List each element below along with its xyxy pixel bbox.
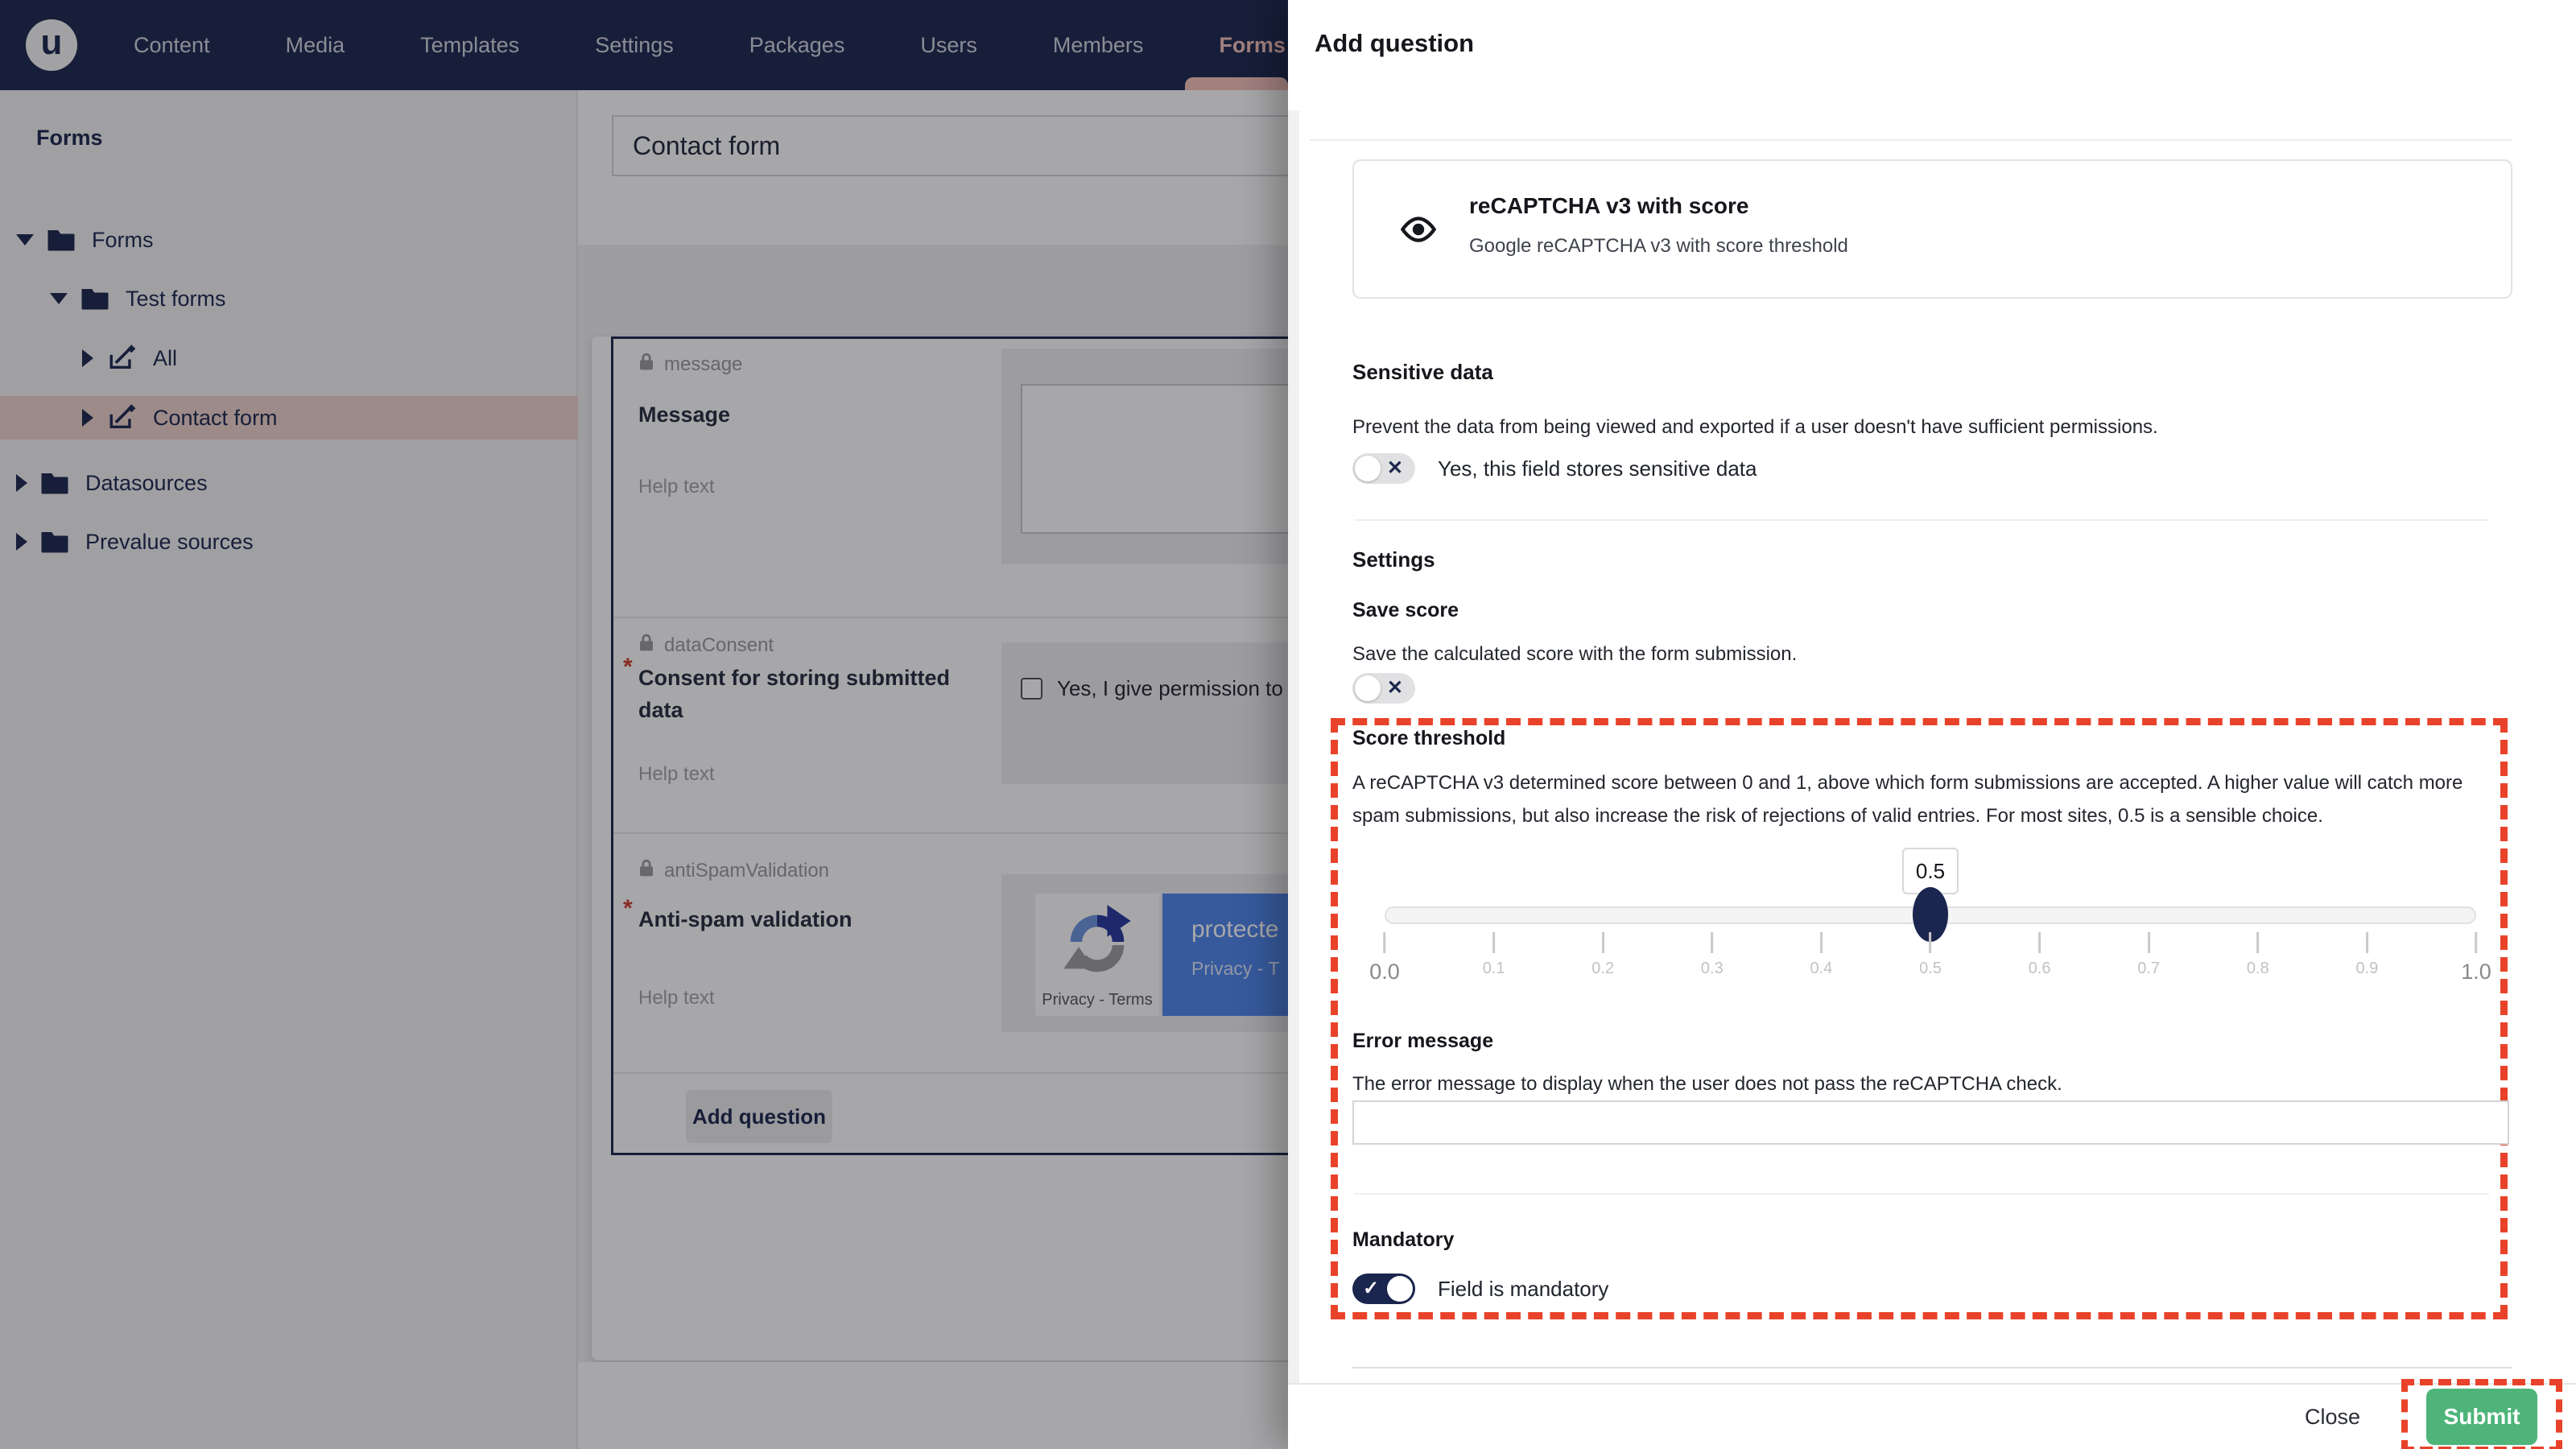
tick-label: 0.7 bbox=[2137, 960, 2161, 977]
required-asterisk: * bbox=[623, 654, 633, 680]
sensitive-data-toggle[interactable] bbox=[1352, 453, 1415, 484]
tree-item-label: Contact form bbox=[153, 405, 278, 430]
recaptcha-privacy-short: Privacy - T bbox=[1191, 958, 1280, 979]
submit-button[interactable]: Submit bbox=[2426, 1389, 2537, 1445]
tick-label: 0.0 bbox=[1369, 960, 1400, 984]
section-separator bbox=[1354, 519, 2489, 521]
field-alias-text: message bbox=[664, 353, 743, 375]
sensitive-data-toggle-label: Yes, this field stores sensitive data bbox=[1438, 456, 1757, 481]
tree-item-label: Forms bbox=[92, 227, 154, 252]
slider-tick-scale bbox=[1369, 932, 2491, 989]
add-question-button[interactable]: Add question bbox=[686, 1090, 832, 1143]
nav-item-members[interactable]: Members bbox=[1052, 32, 1144, 57]
sensitive-data-toggle-row bbox=[1352, 453, 1757, 484]
nav-item-packages[interactable]: Packages bbox=[749, 32, 845, 57]
eye-icon bbox=[1399, 216, 1438, 247]
section-separator bbox=[1354, 1193, 2489, 1195]
panel-left-gutter bbox=[1288, 110, 1299, 1383]
tick-label: 0.8 bbox=[2246, 960, 2269, 977]
next-field-top-edge bbox=[1352, 1367, 2512, 1368]
tick-label: 0.3 bbox=[1700, 960, 1724, 977]
score-threshold-value: 0.5 bbox=[1902, 848, 1959, 894]
mandatory-toggle-label: Field is mandatory bbox=[1438, 1277, 1609, 1301]
nav-item-settings[interactable]: Settings bbox=[595, 32, 674, 57]
error-message-input[interactable] bbox=[1352, 1100, 2509, 1145]
toggle-knob bbox=[1355, 456, 1381, 481]
save-score-toggle-row bbox=[1352, 673, 1415, 704]
required-asterisk: * bbox=[623, 895, 633, 922]
tick-label: 0.2 bbox=[1591, 960, 1615, 977]
tree-item-label: Datasources bbox=[85, 470, 208, 495]
nav-item-content[interactable]: Content bbox=[134, 32, 210, 57]
tick-label: 0.4 bbox=[1810, 960, 1833, 977]
field-help-text: Help text bbox=[638, 476, 715, 497]
save-score-description: Save the calculated score with the form submission. bbox=[1352, 643, 1798, 665]
mandatory-toggle-row bbox=[1352, 1274, 1608, 1304]
field-alias-text: antiSpamValidation bbox=[664, 859, 830, 881]
nav-item-users[interactable]: Users bbox=[920, 32, 977, 57]
save-score-heading: Save score bbox=[1352, 599, 1459, 621]
add-question-panel bbox=[1288, 0, 2576, 1449]
panel-top-separator bbox=[1310, 139, 2512, 141]
field-label: Consent for storing submitted data bbox=[638, 666, 950, 722]
save-score-toggle[interactable] bbox=[1352, 673, 1415, 704]
toggle-off-x-icon: ✕ bbox=[1386, 677, 1403, 699]
question-type-card[interactable] bbox=[1352, 159, 2512, 299]
umbraco-logo-letter: u bbox=[40, 23, 63, 62]
settings-heading: Settings bbox=[1352, 547, 1435, 572]
sensitive-data-heading: Sensitive data bbox=[1352, 360, 1493, 384]
panel-title: Add question bbox=[1315, 29, 1475, 57]
tick-label: 0.1 bbox=[1482, 960, 1505, 977]
tick-label: 0.9 bbox=[2355, 960, 2379, 977]
nav-item-forms[interactable]: Forms bbox=[1219, 32, 1286, 57]
nav-item-templates[interactable]: Templates bbox=[420, 32, 520, 57]
tick-label: 0.6 bbox=[2028, 960, 2051, 977]
panel-footer bbox=[1288, 1383, 2576, 1449]
recaptcha-privacy-terms: Privacy - Terms bbox=[1042, 991, 1153, 1009]
toggle-knob bbox=[1355, 675, 1381, 701]
question-type-subtitle: Google reCAPTCHA v3 with score threshold bbox=[1469, 235, 1848, 257]
toggle-off-x-icon: ✕ bbox=[1386, 457, 1403, 479]
toggle-on-check-icon: ✓ bbox=[1363, 1278, 1380, 1299]
score-threshold-heading: Score threshold bbox=[1352, 727, 1506, 749]
recaptcha-protected-text: protecte bbox=[1191, 916, 1279, 943]
score-threshold-description: A reCAPTCHA v3 determined score between 0 and 1, above which form submissions are accepted. A higher value will catch more spam submissions, but also increase the risk of rejections of valid entries. For most sites, 0.5 is a sensible choice. bbox=[1352, 772, 2463, 827]
sidebar-section-title: Forms bbox=[36, 126, 103, 150]
field-label: Message bbox=[638, 402, 731, 427]
toggle-knob bbox=[1387, 1276, 1413, 1302]
error-message-description: The error message to display when the user does not pass the reCAPTCHA check. bbox=[1352, 1073, 2062, 1095]
field-help-text: Help text bbox=[638, 763, 715, 785]
tree-item-label: Prevalue sources bbox=[85, 529, 254, 554]
tick-label: 1.0 bbox=[2461, 960, 2491, 984]
tick-label: 0.5 bbox=[1919, 960, 1942, 977]
nav-item-media[interactable]: Media bbox=[285, 32, 345, 57]
mandatory-toggle[interactable] bbox=[1352, 1274, 1415, 1304]
tree-item-label: All bbox=[153, 345, 178, 370]
close-button[interactable]: Close bbox=[2304, 1404, 2360, 1429]
mandatory-heading: Mandatory bbox=[1352, 1228, 1455, 1251]
question-type-title: reCAPTCHA v3 with score bbox=[1469, 193, 1749, 218]
field-alias-text: dataConsent bbox=[664, 634, 774, 656]
error-message-heading: Error message bbox=[1352, 1030, 1494, 1052]
field-help-text: Help text bbox=[638, 987, 715, 1009]
consent-checkbox-label: Yes, I give permission to bbox=[1057, 676, 1283, 700]
sensitive-data-description: Prevent the data from being viewed and exported if a user doesn't have sufficient permissions. bbox=[1352, 416, 2158, 438]
tree-item-label: Test forms bbox=[126, 286, 226, 311]
field-label: Anti-spam validation bbox=[638, 907, 852, 931]
form-name-value: Contact form bbox=[633, 131, 781, 160]
